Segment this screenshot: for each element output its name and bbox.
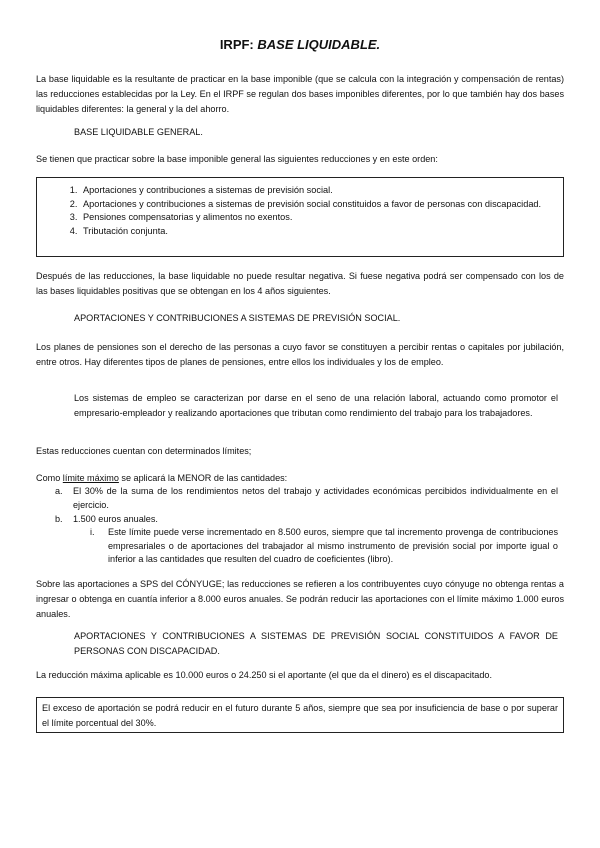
employment-paragraph: Los sistemas de empleo se caracterizan por darse en el seno de una relación laboral, actuando como promotor el empresario-empleador y realizando aportaciones que tributan como rendimiento del trabajo para los trabajadores.	[74, 393, 558, 418]
limit-line-underlined: límite máximo	[62, 473, 119, 483]
limits-intro: Estas reducciones cuentan con determinados límites;	[36, 446, 252, 456]
title-emphasis: BASE LIQUIDABLE.	[257, 37, 381, 52]
disability-paragraph: La reducción máxima aplicable es 10.000 euros o 24.250 si el aportante (el que da el dinero) es el discapacitado.	[36, 670, 492, 680]
limit-line-post: se aplicará la MENOR de las cantidades:	[118, 473, 288, 483]
reductions-list	[37, 184, 563, 238]
excess-box	[36, 697, 564, 733]
limit-item-b-marker: b.	[55, 514, 63, 524]
excess-text: El exceso de aportación se podrá reducir en el futuro durante 5 años, siempre que sea por insuficiencia de base o por superar el límite porcentual del 30%.	[42, 703, 558, 728]
limit-item-b: 1.500 euros anuales.	[73, 514, 158, 524]
spouse-paragraph: Sobre las aportaciones a SPS del CÓNYUGE; las reducciones se refieren a los contribuyentes cuyo cónyuge no obtenga rentas a ingresar o obtenga en cuantía inferior a 8.000 euros anuales. Se podrán reducir las aportaciones con el límite máximo 1.000 euros anuales.	[36, 579, 564, 619]
heading-general: BASE LIQUIDABLE GENERAL.	[74, 127, 203, 137]
heading-sps: APORTACIONES Y CONTRIBUCIONES A SISTEMAS DE PREVISIÓN SOCIAL.	[74, 313, 401, 323]
sub-item-marker: i.	[90, 527, 95, 537]
limit-item-a: El 30% de la suma de los rendimientos netos del trabajo y actividades económicas percibidos individualmente en el ejercicio.	[73, 486, 558, 510]
plans-paragraph: Los planes de pensiones son el derecho de las personas a cuyo favor se constituyen a percibir rentas o capitales por jubilación, entre otros. Hay diferentes tipos de planes de pensiones, entre ellos los individuales y los de empleo.	[36, 342, 564, 367]
sub-item-text: Este límite puede verse incrementado en 8.500 euros, siempre que tal incremento provenga de contribuciones empresariales o de aportaciones del trabajador al mismo instrumento de previsión social por importe igual o inferior a las cantidades que resulten del cuadro de coeficientes (libro).	[108, 527, 558, 564]
list-item: 3. Pensiones compensatorias y alimentos no exentos.	[80, 211, 563, 225]
list-item: 2. Aportaciones y contribuciones a sistemas de previsión social constituidos a favor de personas con discapacidad.	[80, 198, 563, 212]
limit-line-pre: Como	[36, 473, 63, 483]
list-item: 1. Aportaciones y contribuciones a sistemas de previsión social.	[80, 184, 563, 198]
page-title	[0, 37, 600, 52]
intro-paragraph: La base liquidable es la resultante de practicar en la base imponible (que se calcula con la integración y compensación de rentas) las reducciones establecidas por la Ley. En el IRPF se regulan dos bases imponibles diferentes, por lo que también hay dos bases liquidables diferentes: la general y la del ahorro.	[36, 74, 564, 114]
limit-line	[36, 471, 564, 486]
general-intro-paragraph: Se tienen que practicar sobre la base imponible general las siguientes reducciones y en este orden:	[36, 154, 438, 164]
title-prefix: IRPF:	[219, 37, 254, 52]
limit-item-a-marker: a.	[55, 486, 63, 496]
list-item: 4. Tributación conjunta.	[80, 225, 563, 239]
after-reductions-paragraph: Después de las reducciones, la base liquidable no puede resultar negativa. Si fuese negativa podrá ser compensado con los de las bases liquidables positivas que se obtengan en los 4 años siguientes.	[36, 271, 564, 296]
reductions-box	[36, 177, 564, 257]
heading-disability: APORTACIONES Y CONTRIBUCIONES A SISTEMAS DE PREVISIÓN SOCIAL CONSTITUIDOS A FAVOR DE PERSONAS CON DISCAPACIDAD.	[74, 631, 558, 656]
